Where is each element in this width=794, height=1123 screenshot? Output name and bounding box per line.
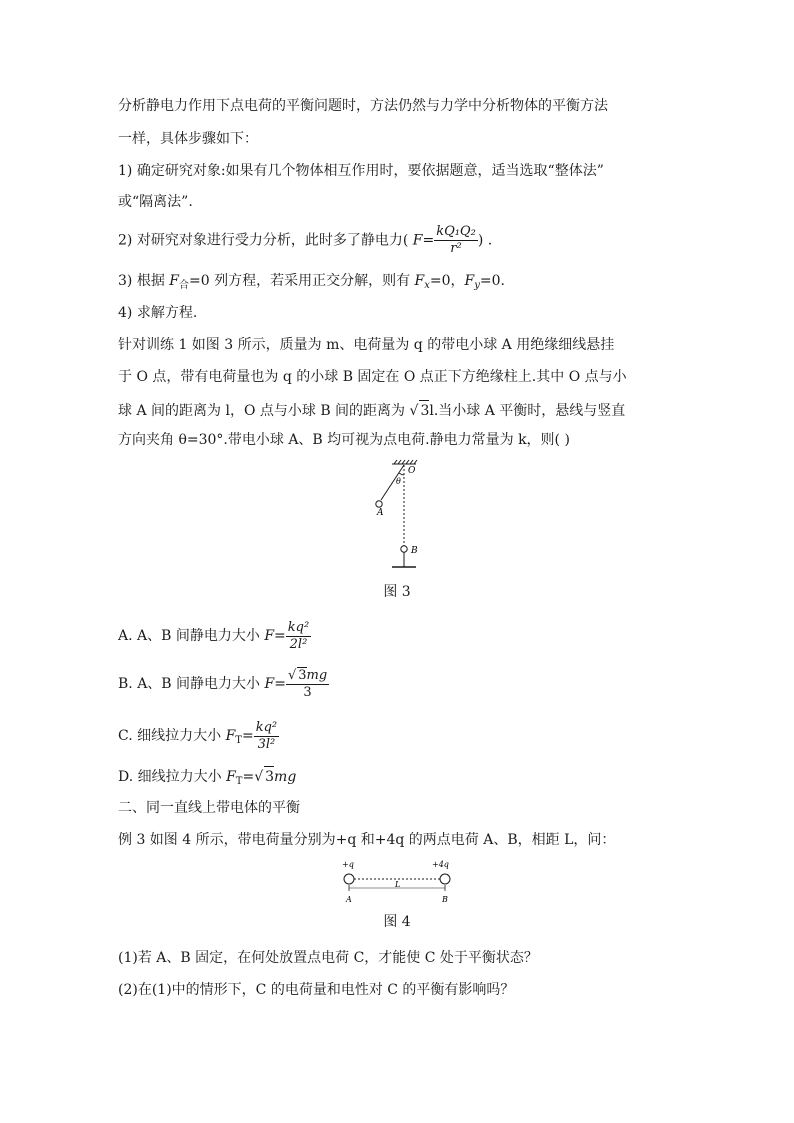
option-C-F: F: [225, 728, 236, 744]
option-D-sqrt: 3: [264, 766, 274, 787]
step-2: [118, 224, 492, 257]
option-A-fraction: [286, 620, 311, 653]
option-B-denominator: 3: [303, 685, 312, 700]
step-2-eq: =: [422, 232, 435, 249]
option-B-fraction: [286, 667, 329, 701]
training-line-3-pre: 球 A 间的距离为 l，O 点与小球 B 间的距离为: [118, 403, 410, 419]
option-C-eq: =: [241, 728, 254, 744]
label-A: A: [377, 508, 384, 518]
step-3-Fx: F: [414, 273, 425, 289]
step-2-text: 2) 对研究对象进行受力分析，此时多了静电力(: [118, 232, 409, 249]
figure-4: [338, 857, 458, 905]
step-3-F: F: [169, 273, 179, 289]
option-C-text: C. 细线拉力大小: [118, 728, 226, 744]
option-A-F: F: [264, 628, 275, 644]
figure-3: [370, 458, 430, 578]
option-A-text: A. A、B 间静电力大小: [118, 628, 265, 644]
figure-3-caption: 图 3: [383, 584, 411, 600]
option-B-numerator: [286, 667, 329, 685]
charge-A: [344, 874, 354, 884]
training-line-4: 方向夹角 θ=30°.带电小球 A、B 均可视为点电荷.静电力常量为 k，则( ): [118, 432, 570, 448]
sqrt-sign: √: [409, 403, 419, 419]
option-C-fraction: [254, 720, 279, 753]
figure-4-caption: 图 4: [383, 914, 411, 930]
option-A: [118, 618, 311, 654]
step-2-F: F: [412, 232, 423, 249]
training-sqrt-value: 3: [419, 400, 429, 421]
option-C-numerator: kq²: [255, 719, 278, 735]
ball-B: [401, 546, 407, 552]
step-3-x: x: [424, 280, 430, 291]
option-D-sub: T: [235, 776, 243, 787]
option-A-eq: =: [274, 628, 286, 644]
example-3: 例 3 如图 4 所示，带电荷量分别为+q 和+4q 的两点电荷 A、B，相距 L，问：: [118, 832, 616, 848]
option-D-text: D. 细线拉力大小: [118, 769, 227, 785]
step-3-y: y: [474, 280, 480, 291]
section-2-heading: 二、同一直线上带电体的平衡: [118, 800, 300, 816]
option-C-denominator: 3l²: [257, 736, 276, 752]
charge-B-label: +4q: [432, 860, 449, 869]
sqrt-sign: √: [254, 769, 264, 785]
step-3-Fy: F: [464, 273, 475, 289]
option-A-numerator: kq²: [287, 619, 310, 635]
ceiling-hatch: [392, 460, 417, 464]
coulomb-numerator: kQ₁Q₂: [436, 224, 476, 239]
label-theta: θ: [396, 477, 401, 486]
step-3: [118, 271, 505, 296]
step-1-line-a: 1) 确定研究对象:如果有几个物体相互作用时，要依据题意，适当选取“整体法”: [118, 163, 604, 179]
question-1: (1)若 A、B 固定，在何处放置点电荷 C，才能使 C 处于平衡状态？: [118, 950, 538, 966]
label-A: A: [346, 895, 352, 904]
intro-line-2: 一样，具体步骤如下：: [118, 131, 258, 147]
intro-line-1: 分析静电力作用下点电荷的平衡问题时，方法仍然与力学中分析物体的平衡方法: [118, 98, 608, 114]
option-D: [118, 766, 296, 792]
coulomb-denominator: r²: [450, 241, 462, 256]
option-C: [118, 718, 279, 759]
label-B: B: [411, 546, 418, 556]
label-O: O: [408, 466, 416, 476]
training-line-3: [118, 400, 625, 421]
distance-label: L: [395, 880, 401, 889]
option-B-text: B. A、B 间静电力大小: [118, 676, 265, 692]
step-2-post: ) .: [477, 232, 493, 249]
option-A-denominator: 2l²: [289, 636, 308, 652]
ball-A: [376, 501, 382, 507]
option-D-mg: mg: [274, 769, 297, 785]
theta-arc: [399, 473, 404, 475]
option-B-F: F: [264, 676, 275, 692]
option-B: [118, 666, 329, 702]
coulomb-fraction: [434, 224, 478, 257]
option-B-eq: =: [274, 676, 286, 692]
step-3-eq2: =0.: [479, 273, 506, 289]
charge-B: [440, 874, 450, 884]
step-3-eq1: =0，: [429, 273, 465, 289]
option-D-F: F: [226, 769, 236, 785]
sqrt-sign: √: [287, 668, 297, 683]
option-B-mg: mg: [306, 668, 328, 683]
option-B-sqrt: 3: [298, 668, 307, 683]
training-line-2: 于 O 点，带有电荷量也为 q 的小球 B 固定在 O 点正下方绝缘柱上.其中 O 点与小: [118, 369, 627, 385]
option-D-eq: =: [242, 769, 255, 785]
step-3-pre: 3) 根据: [118, 273, 170, 289]
option-C-sub: T: [235, 735, 242, 746]
label-B: B: [442, 895, 448, 904]
training-line-3-post: l.当小球 A 平衡时，悬线与竖直: [429, 403, 626, 419]
step-3-mid: =0 列方程，若采用正交分解，则有: [189, 273, 415, 289]
question-2: (2)在(1)中的情形下，C 的电荷量和电性对 C 的平衡有影响吗？: [118, 982, 515, 998]
charge-A-label: +q: [342, 860, 354, 869]
step-1-line-b: 或“隔离法”.: [118, 194, 193, 210]
step-3-sub: 合: [179, 280, 189, 291]
training-line-1: 针对训练 1 如图 3 所示，质量为 m、电荷量为 q 的带电小球 A 用绝缘细线悬挂: [118, 337, 615, 353]
step-4: 4) 求解方程.: [118, 305, 198, 321]
